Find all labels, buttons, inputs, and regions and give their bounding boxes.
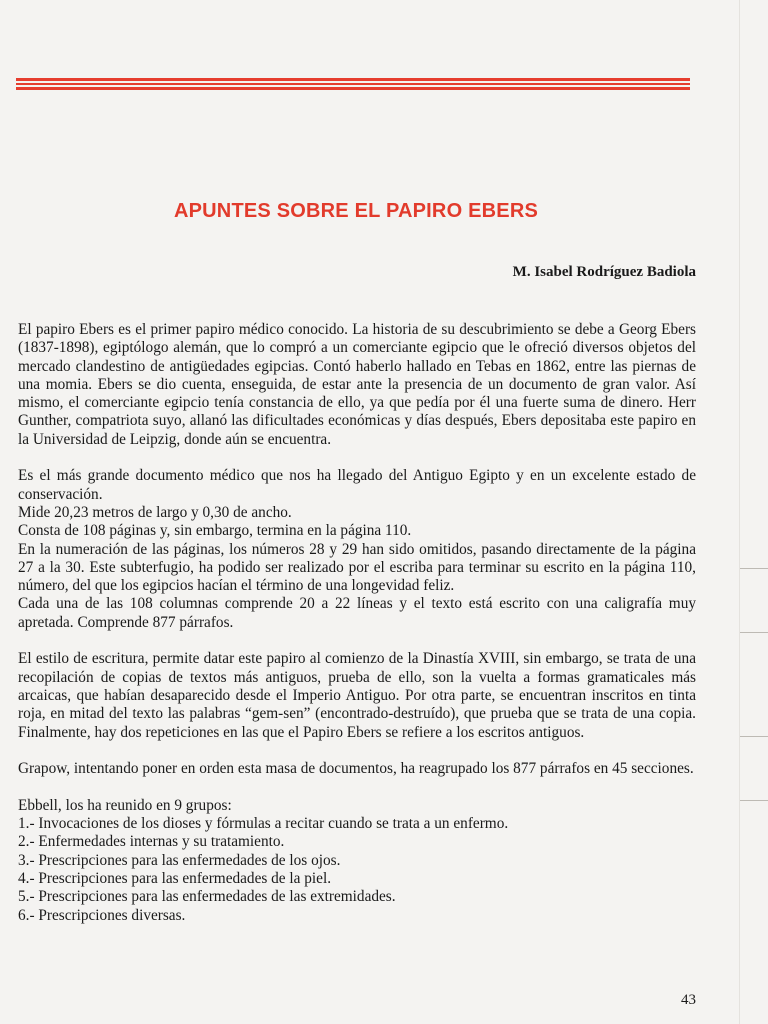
margin-tick [740,632,768,633]
margin-tick [740,800,768,801]
description-line: Cada una de las 108 columnas comprende 20 a 22 líneas y el texto está escrito con una caligrafía muy apretada. Comprende 877 párrafos. [18,595,696,631]
description-line: En la numeración de las páginas, los números 28 y 29 han sido omitidos, pasando directamente de la página 27 a la 30. Este subterfugio, ha podido ser realizado por el escriba para terminar su escrito en la página 110, número, del que los egipcios hacían el término de una longevidad feliz. [18,540,696,595]
header-rule [16,87,690,90]
list-item: 5.- Prescripciones para las enfermedades de las extremidades. [18,888,396,906]
article-author: M. Isabel Rodríguez Badiola [512,264,696,280]
page-number: 43 [681,992,696,1008]
header-rule [16,83,690,85]
list-item: 6.- Prescripciones diversas. [18,906,186,924]
description-line: Mide 20,23 metros de largo y 0,30 de ancho. [18,503,292,521]
header-rules [16,78,690,92]
list-item: 4.- Prescripciones para las enfermedades de la piel. [18,869,332,887]
list-item: 2.- Enfermedades internas y su tratamiento. [18,833,285,851]
paragraph-history: El papiro Ebers es el primer papiro médico conocido. La historia de su descubrimiento se debe a Georg Ebers (1837-1898), egiptólogo alemán, que lo compró a un comerciante egipcio que le ofreció diversos objetos del mercado clandestino de antigüedades egipcias. Contó haberlo hallado en Tebas en 1862, entre las piernas de una momia. Ebers se dio cuenta, enseguida, de estar ante la presencia de un documento de gran valor. Así mismo, el comerciante egipcio tenía constancia de ello, ya que pedía por él una fuerte suma de dinero. Herr Gunther, compatriota suyo, allanó las dificultades económicas y días después, Ebers depositaba este papiro en la Universidad de Leipzig, donde aún se encuentra. [18,321,696,448]
ebbell-groups [18,797,696,925]
paragraph-grapow: Grapow, intentando poner en orden esta masa de documentos, ha reagrupado los 877 párrafos en 45 secciones. [18,760,694,778]
paragraph-description [18,467,696,632]
article-title: APUNTES SOBRE EL PAPIRO EBERS [173,200,538,222]
margin-tick [740,568,768,569]
paragraph-style: El estilo de escritura, permite datar este papiro al comienzo de la Dinastía XVIII, sin embargo, se trata de una recopilación de copias de textos más antiguos, prueba de ello, son la vuelta a formas gramaticales más arcaicas, que habían desaparecido desde el Imperio Antiguo. Por otra parte, se encuentran inscritos en tinta roja, en mitad del texto las palabras “gem-sen” (encontrado-destruído), que prueba que se trata de una copia. Finalmente, hay dos repeticiones en las que el Papiro Ebers se refiere a los escritos antiguos. [18,650,696,741]
description-line: Consta de 108 páginas y, sin embargo, termina en la página 110. [18,522,412,540]
list-item: 3.- Prescripciones para las enfermedades de los ojos. [18,851,341,869]
header-rule [16,78,690,81]
description-line: Es el más grande documento médico que nos ha llegado del Antiguo Egipto y en un excelente estado de conservación. [18,467,696,503]
page-edge [739,0,740,1024]
margin-tick [740,736,768,737]
list-intro: Ebbell, los ha reunido en 9 grupos: [18,796,232,814]
article-body [18,321,696,925]
list-item: 1.- Invocaciones de los dioses y fórmulas a recitar cuando se trata a un enfermo. [18,815,509,833]
